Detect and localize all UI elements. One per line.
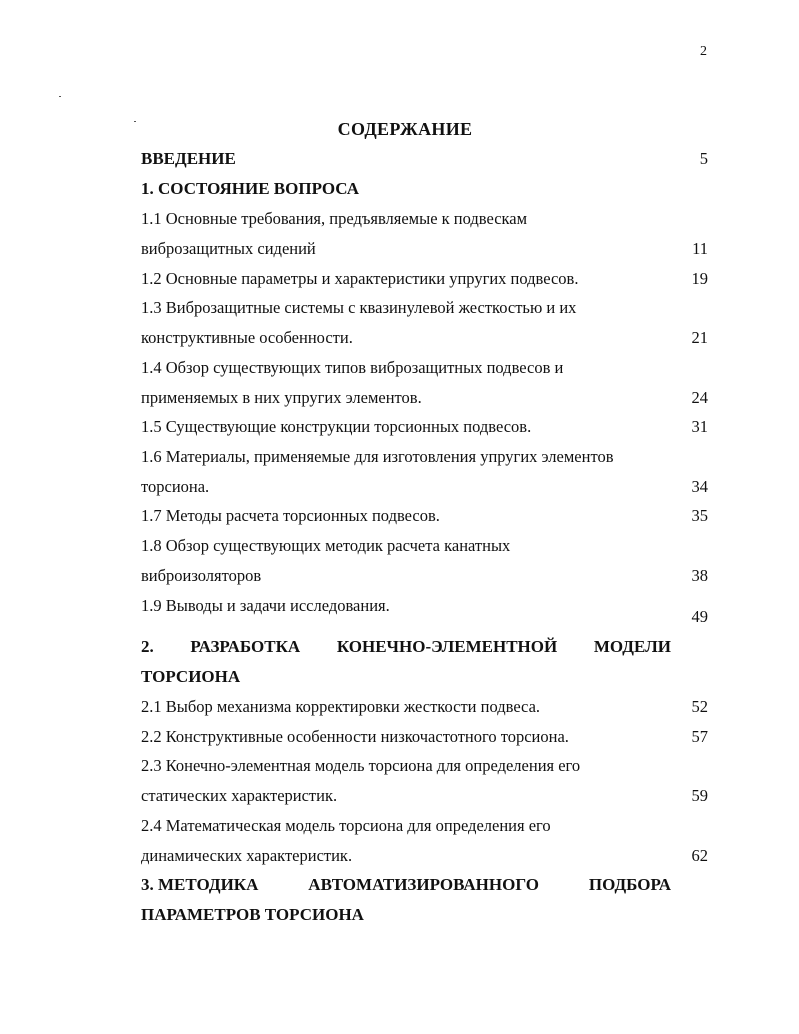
page-number: 2 <box>700 44 707 59</box>
toc-item-1-9: 1.9 Выводы и задачи исследования. <box>141 596 390 615</box>
toc-item-1-8: 1.8 Обзор существующих методик расчета канатных <box>141 536 511 555</box>
toc-word: МОДЕЛИ <box>593 637 671 656</box>
toc-page: 31 <box>691 417 708 436</box>
toc-page: 59 <box>691 786 708 805</box>
toc-intro: ВВЕДЕНИЕ <box>141 149 236 168</box>
toc-item-2-2: 2.2 Конструктивные особенности низкочастотного торсиона. <box>141 727 569 746</box>
toc-title: СОДЕРЖАНИЕ <box>337 119 473 139</box>
toc-section-3 <box>141 874 671 896</box>
scan-speck <box>134 121 136 122</box>
toc-page: 38 <box>691 566 708 585</box>
toc-page: 34 <box>691 477 708 496</box>
toc-page: 52 <box>691 697 708 716</box>
toc-item-1-6: 1.6 Материалы, применяемые для изготовления упругих элементов <box>141 447 614 466</box>
toc-item-1-1-cont: виброзащитных сидений <box>141 239 316 258</box>
toc-page: 57 <box>691 727 708 746</box>
toc-word: 2. <box>141 637 154 656</box>
toc-item-1-3-cont: конструктивные особенности. <box>141 328 353 347</box>
toc-section-2 <box>141 636 671 658</box>
toc-page: 19 <box>691 269 708 288</box>
toc-section-2-cont: ТОРСИОНА <box>141 667 241 686</box>
toc-page: 24 <box>691 388 708 407</box>
toc-item-1-4: 1.4 Обзор существующих типов виброзащитных подвесов и <box>141 358 564 377</box>
toc-item-2-3-cont: статических характеристик. <box>141 786 338 805</box>
toc-item-2-3: 2.3 Конечно-элементная модель торсиона для определения его <box>141 756 581 775</box>
toc-page: 35 <box>691 506 708 525</box>
toc-page: 62 <box>691 846 708 865</box>
toc-word: АВТОМАТИЗИРОВАННОГО <box>308 875 539 894</box>
toc-item-2-4-cont: динамических характеристик. <box>141 846 353 865</box>
toc-item-1-5: 1.5 Существующие конструкции торсионных подвесов. <box>141 417 532 436</box>
toc-word: 3. МЕТОДИКА <box>141 875 259 894</box>
toc-page: 49 <box>691 607 708 626</box>
scan-speck <box>59 96 61 97</box>
toc-item-1-4-cont: применяемых в них упругих элементов. <box>141 388 422 407</box>
toc-item-2-1: 2.1 Выбор механизма корректировки жесткости подвеса. <box>141 697 541 716</box>
toc-item-1-1: 1.1 Основные требования, предъявляемые к подвескам <box>141 209 528 228</box>
toc-item-1-3: 1.3 Виброзащитные системы с квазинулевой жесткостью и их <box>141 298 577 317</box>
toc-word: КОНЕЧНО-ЭЛЕМЕНТНОЙ <box>336 637 558 656</box>
toc-item-2-4: 2.4 Математическая модель торсиона для определения его <box>141 816 551 835</box>
toc-page: 5 <box>699 149 708 168</box>
toc-word: ПОДБОРА <box>588 875 671 894</box>
toc-item-1-2: 1.2 Основные параметры и характеристики упругих подвесов. <box>141 269 579 288</box>
toc-page: 21 <box>691 328 708 347</box>
toc-word: РАЗРАБОТКА <box>190 637 301 656</box>
toc-section-3-cont: ПАРАМЕТРОВ ТОРСИОНА <box>141 905 364 924</box>
toc-page: 11 <box>692 239 708 258</box>
toc-item-1-8-cont: виброизоляторов <box>141 566 262 585</box>
toc-section-1: 1. СОСТОЯНИЕ ВОПРОСА <box>141 179 359 198</box>
toc-item-1-7: 1.7 Методы расчета торсионных подвесов. <box>141 506 440 525</box>
toc-item-1-6-cont: торсиона. <box>141 477 210 496</box>
